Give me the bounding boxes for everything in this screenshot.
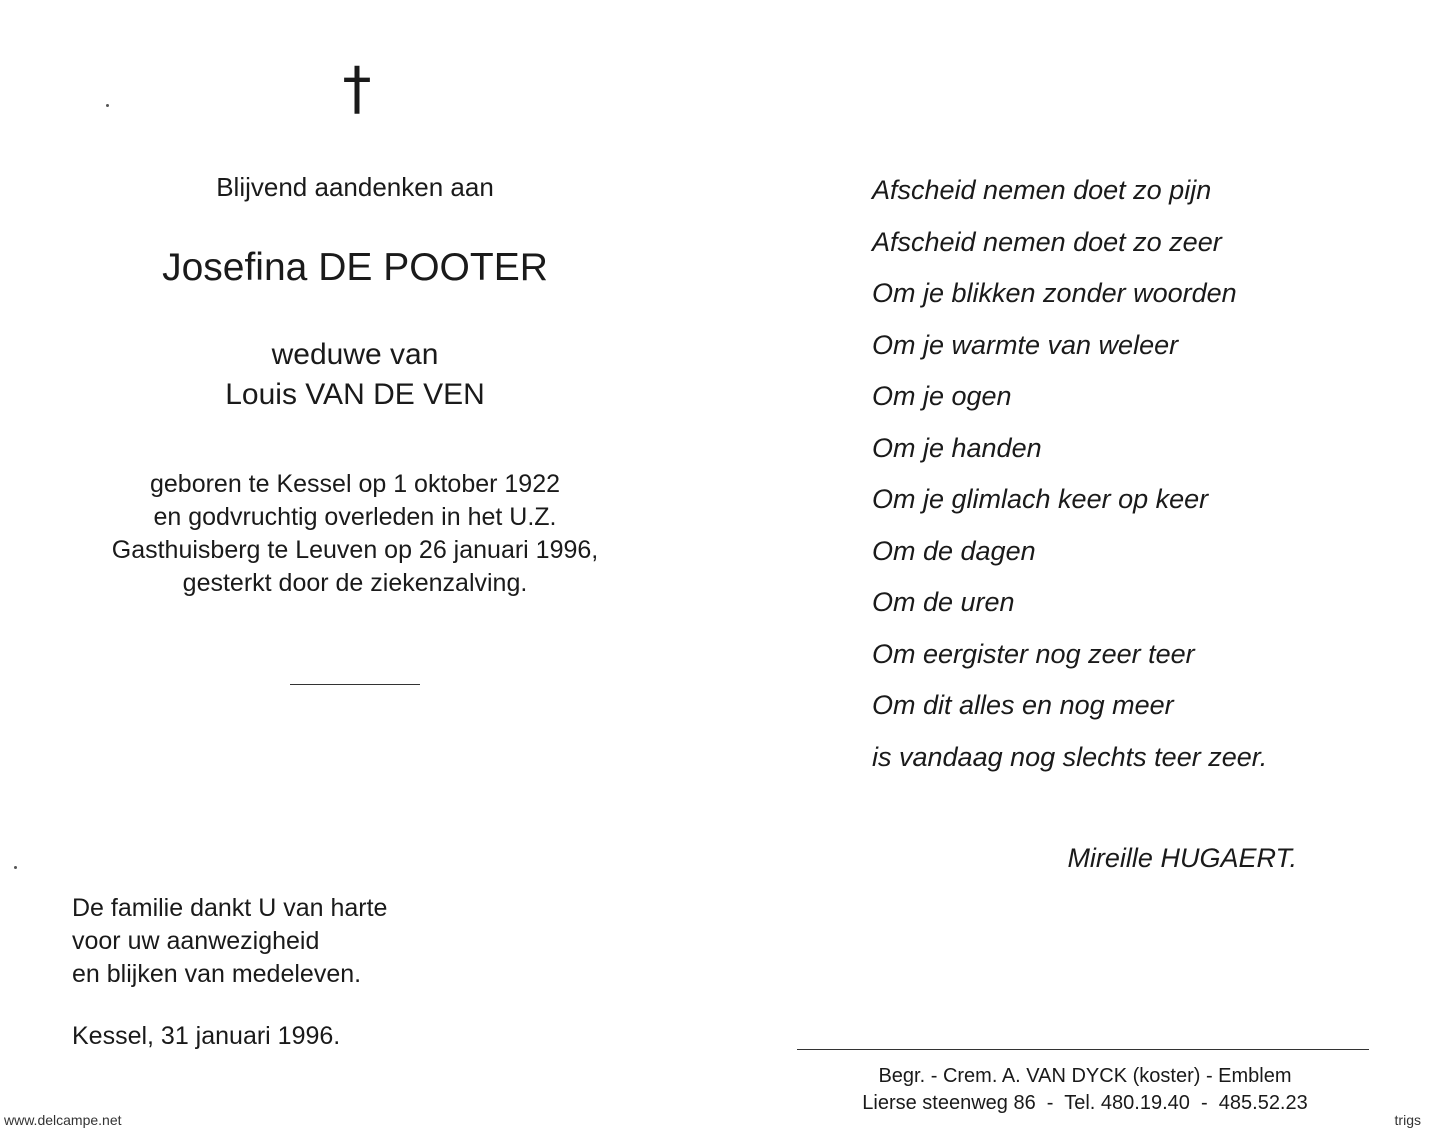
- widow-label: weduwe van: [271, 338, 439, 371]
- thanks-line: De familie dankt U van harte: [72, 894, 388, 922]
- short-divider: [290, 684, 420, 685]
- biography: [90, 468, 620, 600]
- watermark-left: www.delcampe.net: [4, 1112, 122, 1128]
- poem-line: Om eergister nog zeer teer: [872, 638, 1195, 669]
- poem-line: is vandaag nog slechts teer zeer.: [872, 741, 1268, 772]
- bio-line: geboren te Kessel op 1 oktober 1922: [149, 470, 561, 498]
- poem-author: Mireille HUGAERT.: [1067, 843, 1297, 873]
- bio-line: gesterkt door de ziekenzalving.: [182, 569, 528, 597]
- thanks-text: [72, 892, 492, 991]
- poem-line: Afscheid nemen doet zo pijn: [872, 175, 1212, 205]
- poem-line: Afscheid nemen doet zo zeer: [872, 226, 1222, 257]
- paper-speck: [106, 104, 109, 107]
- place-date: Kessel, 31 januari 1996.: [72, 1022, 341, 1050]
- bio-line: Gasthuisberg te Leuven op 26 januari 1996,: [111, 536, 599, 564]
- thanks-line: en blijken van medeleven.: [72, 960, 362, 988]
- poem-line: Om je glimlach keer op keer: [872, 484, 1209, 514]
- long-divider: [797, 1049, 1369, 1050]
- husband-name: Louis VAN DE VEN: [225, 378, 485, 411]
- intro-text: Blijvend aandenken aan: [216, 172, 494, 202]
- poem-line: Om je handen: [872, 432, 1042, 463]
- cross-icon: †: [342, 54, 372, 122]
- undertaker-info: [800, 1063, 1370, 1117]
- thanks-line: voor uw aanwezigheid: [72, 927, 320, 955]
- poem-line: Om de dagen: [872, 535, 1036, 566]
- poem: [872, 172, 1392, 790]
- watermark-right: trigs: [1394, 1112, 1421, 1128]
- deceased-name: Josefina DE POOTER: [162, 246, 548, 289]
- bio-line: en godvruchtig overleden in het U.Z.: [153, 503, 557, 531]
- poem-line: Om je blikken zonder woorden: [872, 278, 1237, 308]
- poem-line: Om de uren: [872, 587, 1015, 617]
- undertaker-line-2: Lierse steenweg 86 - Tel. 480.19.40 - 485.52.23: [862, 1092, 1308, 1114]
- poem-line: Om je ogen: [872, 381, 1012, 411]
- paper-speck: [14, 866, 17, 869]
- poem-line: Om je warmte van weleer: [872, 329, 1179, 360]
- undertaker-line-1: Begr. - Crem. A. VAN DYCK (koster) - Emblem: [878, 1065, 1292, 1087]
- poem-line: Om dit alles en nog meer: [872, 690, 1174, 720]
